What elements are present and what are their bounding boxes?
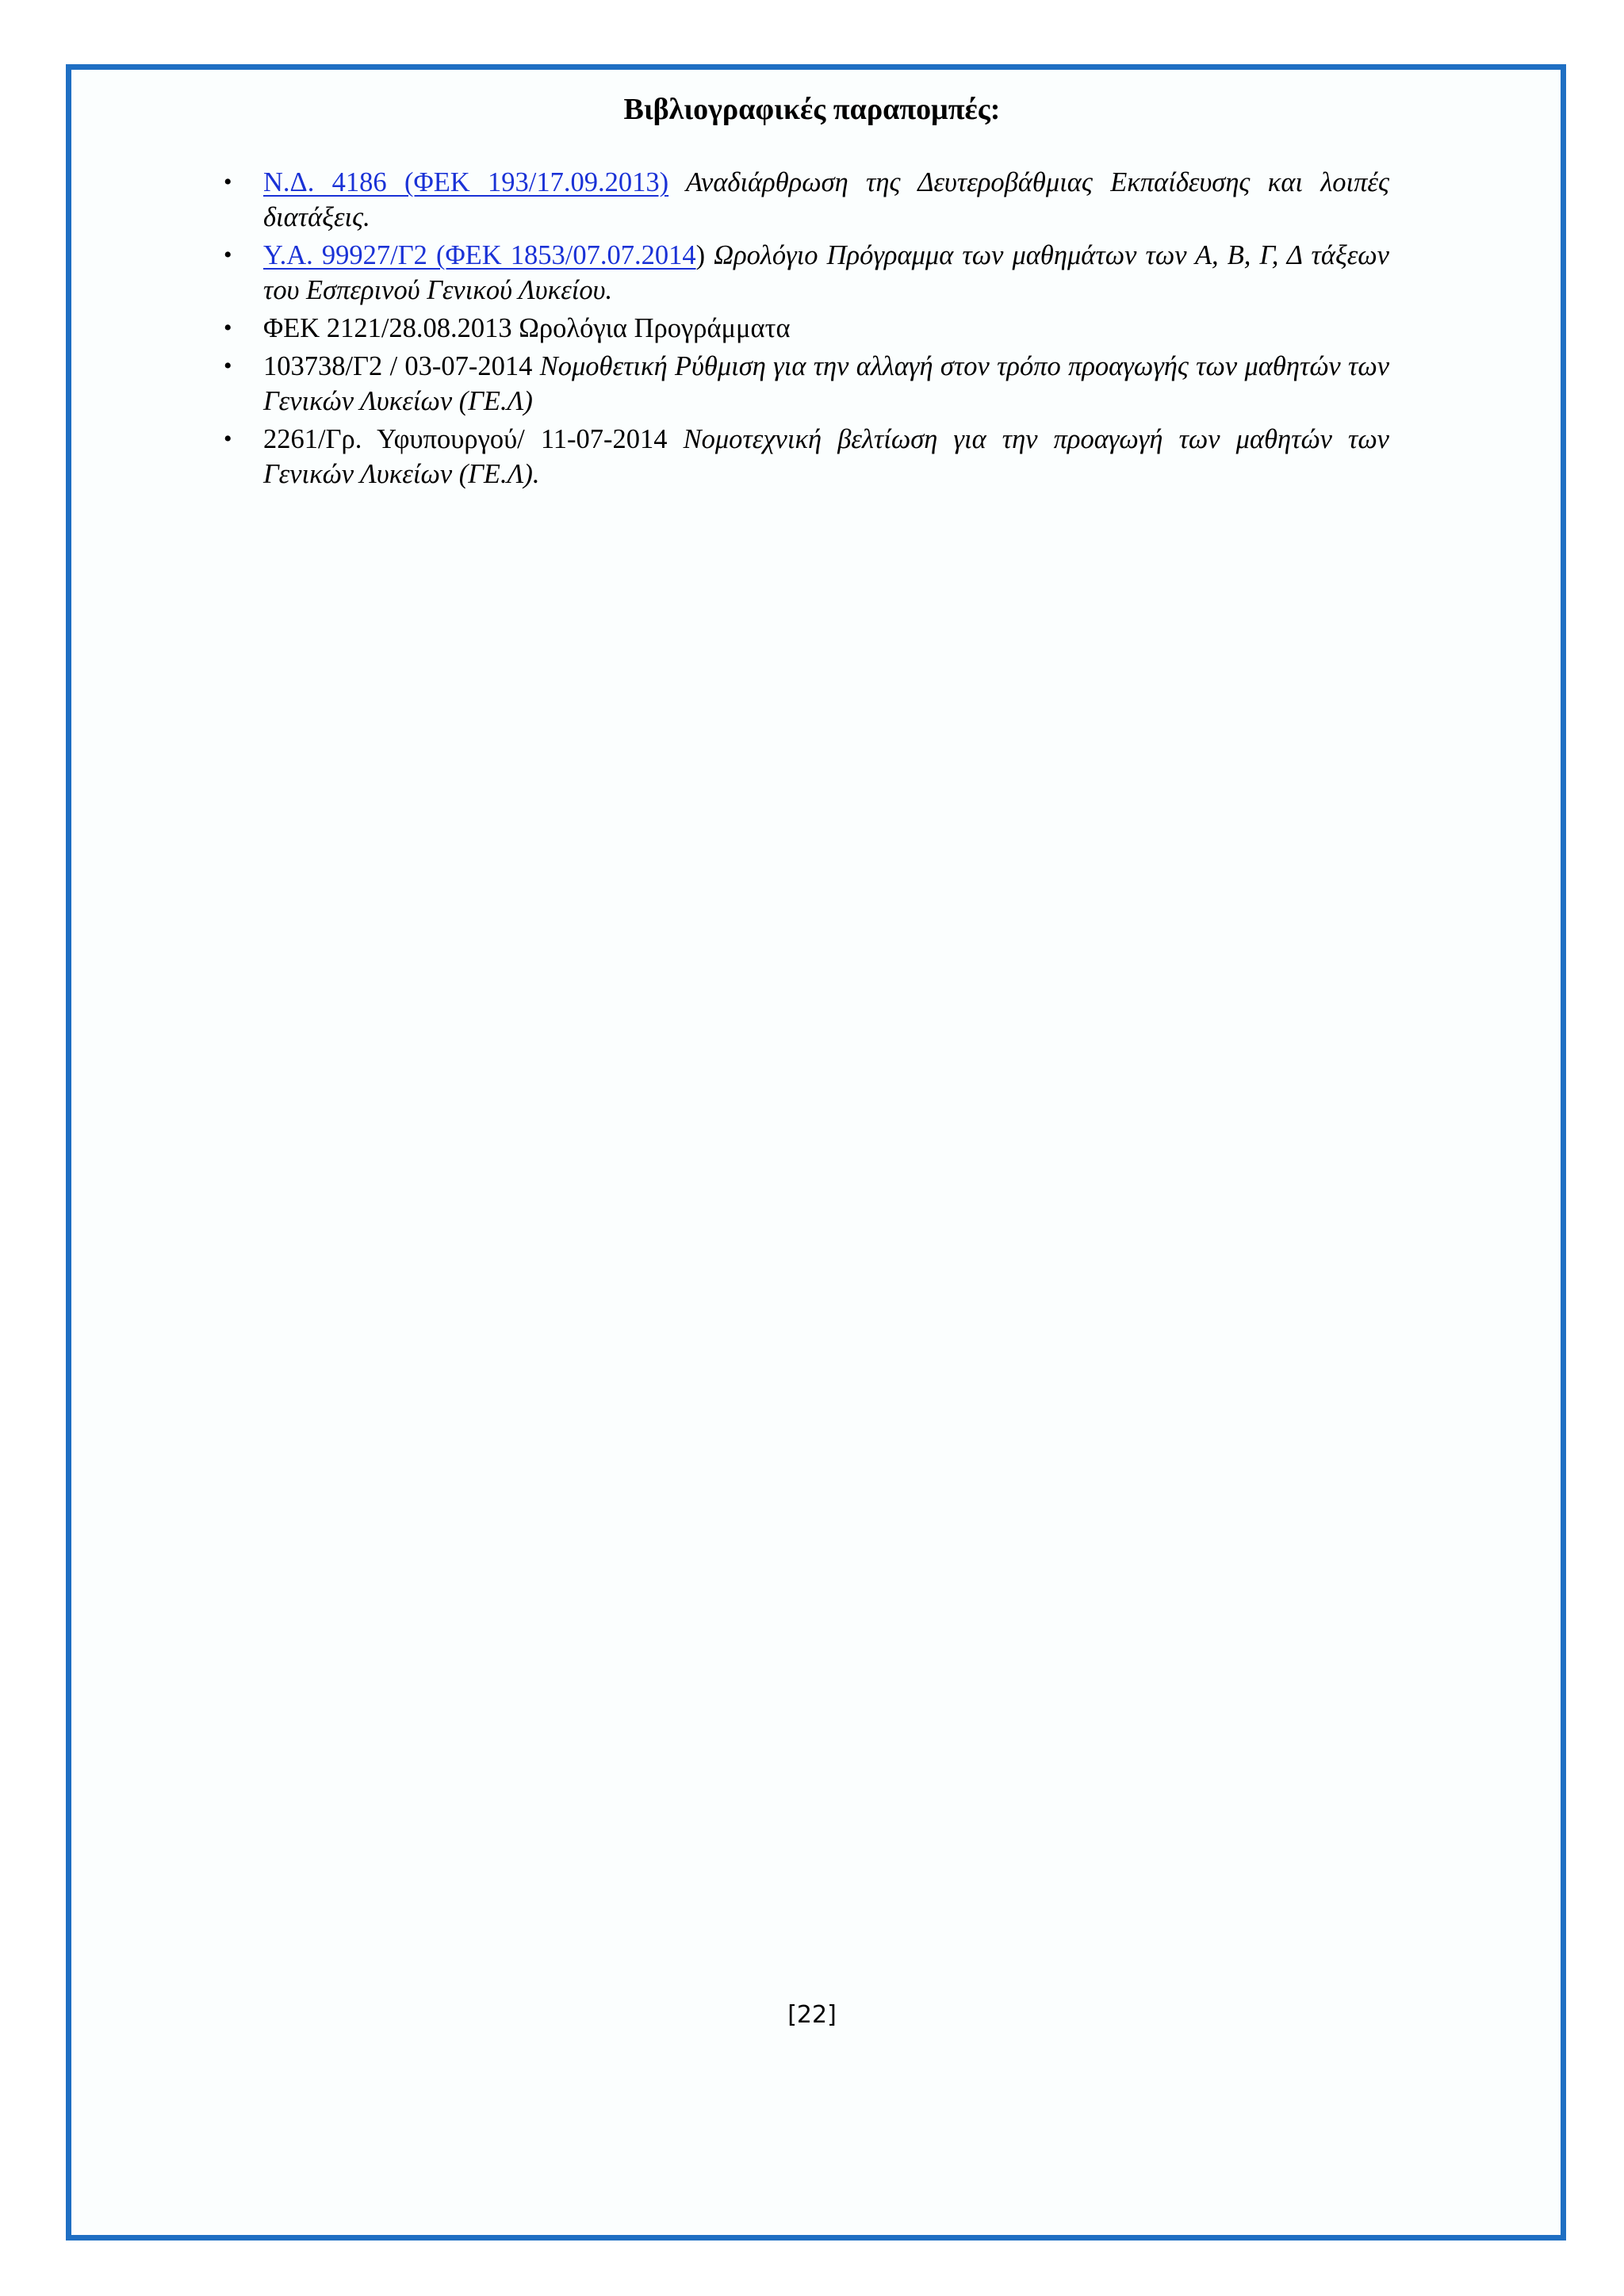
reference-link-1[interactable]: Ν.Δ. 4186 (ΦΕΚ 193/17.09.2013) xyxy=(263,167,669,197)
reference-item-4 xyxy=(224,349,1390,419)
reference-item-2 xyxy=(224,238,1389,308)
references-heading: Βιβλιογραφικές παραπομπές: xyxy=(623,93,1001,126)
reference-title-4: Νομοθετική Ρύθμιση για την αλλαγή στον τρόπο προαγωγής των μαθητών των Γενικών Λυκείων (ΓΕ.Λ) xyxy=(263,351,1390,416)
reference-title-5: Νομοτεχνική βελτίωση για την προαγωγή των μαθητών των Γενικών Λυκείων (ΓΕ.Λ). xyxy=(263,424,1389,489)
reference-text-5: 2261/Γρ. Υφυπουργού/ 11-07-2014 xyxy=(263,424,668,454)
page-number: [22] xyxy=(787,2001,837,2029)
reference-text-3: ΦΕΚ 2121/28.08.2013 Ωρολόγια Προγράμματα xyxy=(263,313,791,343)
bullet-icon: • xyxy=(224,353,232,379)
bullet-icon: • xyxy=(224,242,232,268)
reference-item-1 xyxy=(224,165,1390,235)
reference-item-5 xyxy=(224,422,1389,492)
reference-title-1: Αναδιάρθρωση της Δευτεροβάθμιας Εκπαίδευσης και λοιπές διατάξεις. xyxy=(263,167,1390,232)
reference-item-3 xyxy=(224,311,1389,346)
bullet-icon: • xyxy=(224,169,232,195)
reference-text-4: 103738/Γ2 / 03-07-2014 xyxy=(263,351,540,381)
bullet-icon: • xyxy=(224,315,232,341)
reference-link-2[interactable]: Υ.Α. 99927/Γ2 (ΦΕΚ 1853/07.07.2014 xyxy=(263,240,696,270)
reference-title-2: Ωρολόγιο Πρόγραμμα των μαθημάτων των Α, Β, Γ, Δ τάξεων του Εσπερινού Γενικού Λυκείου. xyxy=(263,240,1389,305)
references-list xyxy=(224,165,1390,495)
reference-text-2: ) xyxy=(695,240,706,270)
bullet-icon: • xyxy=(224,426,232,452)
